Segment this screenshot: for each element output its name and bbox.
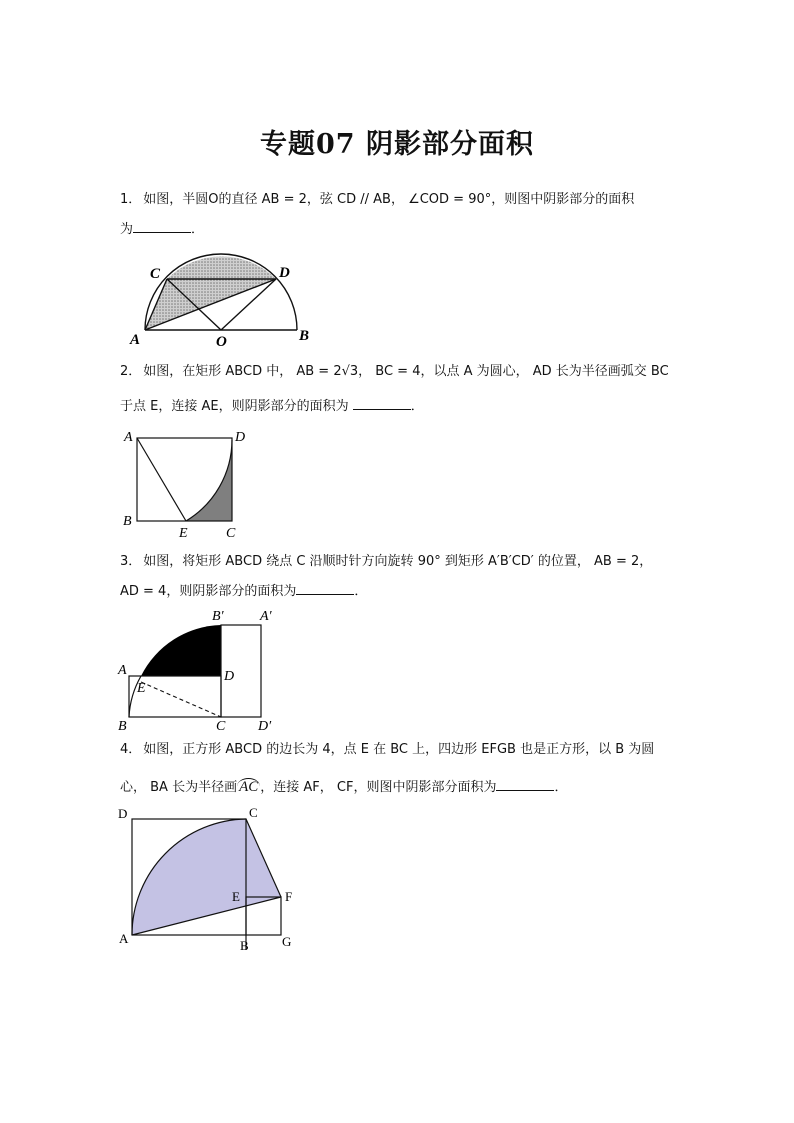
label-D: D [224, 669, 235, 684]
question-4: 4． 如图，正方形 ABCD 的边长为 4，点 E 在 BC 上，四边形 EFGB 也是正方形，以 B 为圆 心， BA 长为半径画 AC ，连接 AF， CF，则图中阴影部分面积为 ． [120, 742, 655, 795]
label-A: A [124, 430, 133, 445]
question-number: 4． [120, 742, 142, 757]
label-E: E [232, 889, 240, 904]
label-C: C [150, 266, 161, 282]
label-A: A [118, 663, 127, 678]
label-C: C [226, 526, 236, 541]
label-A: A [130, 332, 141, 348]
page-title: 专题07 阴影部分面积 [260, 129, 534, 160]
figure-q3 [113, 606, 283, 734]
answer-blank [133, 220, 191, 233]
figure-q1 [126, 252, 326, 348]
label-E: E [179, 526, 188, 541]
question-number: 2． [120, 364, 142, 379]
label-B1: B′ [212, 609, 224, 624]
question-text: 如图，将矩形 ABCD 绕点 C 沿顺时针方向旋转 90° 到矩形 A′B′CD′ 的位置， AB = 2， [143, 554, 653, 569]
question-3: 3． 如图，将矩形 ABCD 绕点 C 沿顺时针方向旋转 90° 到矩形 A′B′CD′ 的位置， AB = 2， AD = 4，则阴影部分的面积为 ． [120, 554, 653, 599]
figure-q2 [118, 426, 258, 542]
answer-blank [353, 397, 411, 410]
answer-blank [296, 582, 354, 595]
question-text: ，连接 AF， CF，则图中阴影部分面积为 [260, 780, 497, 795]
answer-blank [496, 778, 554, 791]
question-text: AD = 4，则阴影部分的面积为 [120, 584, 297, 599]
question-text: 为 [120, 222, 134, 237]
question-2: 2． 如图，在矩形 ABCD 中， AB = 2√3， BC = 4，以点 A 为圆心， AD 长为半径画弧交 BC 于点 E，连接 AE，则阴影部分的面积为 ． [120, 364, 669, 414]
label-A: A [119, 931, 129, 946]
label-D: D [279, 265, 290, 281]
label-E: E [137, 681, 146, 696]
label-F: F [285, 889, 293, 904]
label-B: B [299, 328, 310, 344]
label-B: B [118, 719, 127, 734]
question-text: 如图，正方形 ABCD 的边长为 4，点 E 在 BC 上，四边形 EFGB 也是正方形，以 B 为圆 [143, 742, 655, 757]
label-D1: D′ [258, 719, 272, 734]
label-O: O [216, 334, 227, 348]
label-C: C [249, 805, 258, 820]
question-text: 如图，半圆O的直径 AB = 2，弦 CD // AB， ∠COD = 90°，则图中阴影部分的面积 [143, 192, 635, 207]
question-number: 1． [120, 192, 142, 207]
label-B: B [240, 938, 249, 953]
label-D: D [235, 430, 246, 445]
label-A1: A′ [260, 609, 272, 624]
arc-notation: AC [239, 779, 259, 795]
shaded-segment [167, 256, 276, 279]
shaded-region [132, 819, 281, 935]
question-text: 心， BA 长为半径画 [120, 780, 238, 795]
figure-q4 [112, 800, 312, 956]
shaded-region [186, 440, 232, 521]
question-text: 于点 E，连接 AE，则阴影部分的面积为 [120, 399, 349, 414]
label-C: C [216, 719, 226, 734]
shaded-region [141, 625, 221, 676]
label-G: G [282, 934, 292, 949]
question-number: 3． [120, 554, 142, 569]
label-B: B [123, 514, 132, 529]
question-1: 1． 如图，半圆O的直径 AB = 2，弦 CD // AB， ∠COD = 90°，则图中阴影部分的面积 为 ． [120, 192, 635, 237]
question-text: 如图，在矩形 ABCD 中， AB = 2√3， BC = 4，以点 A 为圆心， AD 长为半径画弧交 BC [143, 364, 669, 379]
label-D: D [118, 806, 128, 821]
